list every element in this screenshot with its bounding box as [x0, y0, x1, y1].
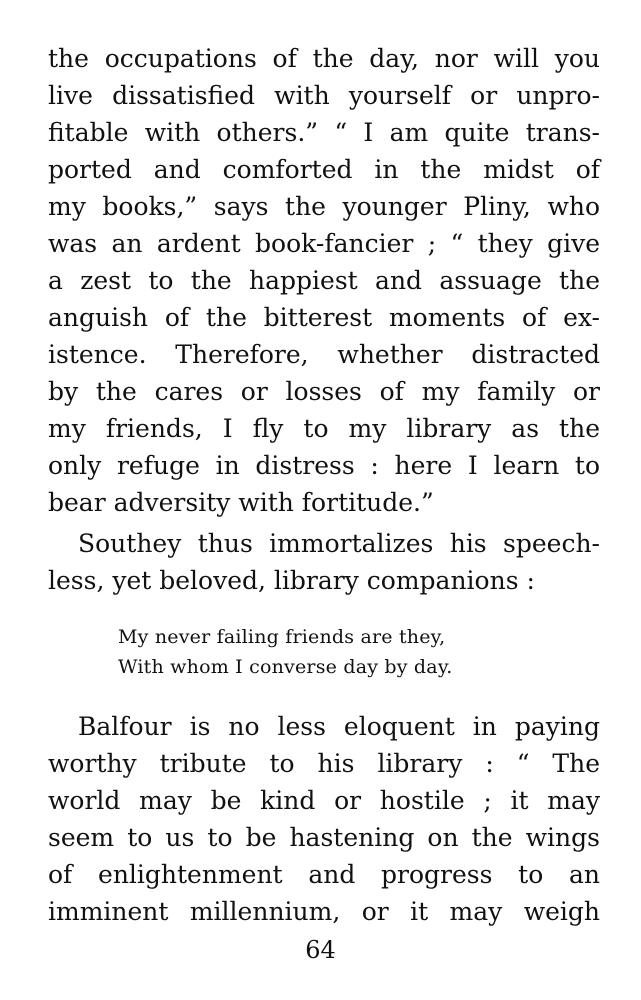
verse-line: With whom I converse day by day. [118, 656, 453, 678]
verse-line: My never failing friends are they, [118, 626, 446, 648]
text-line: worthy tribute to his library : “ The [48, 749, 600, 778]
text-line: world may be kind or hostile ; it may [48, 786, 600, 815]
text-line: Balfour is no less eloquent in paying [78, 712, 600, 741]
text-line: seem to us to be hastening on the wings [48, 823, 600, 852]
text-line: ported and comforted in the midst of [48, 155, 600, 184]
text-line: bear adversity with fortitude.” [48, 488, 434, 517]
text-line: less, yet beloved, library companions : [48, 566, 535, 595]
text-line: by the cares or losses of my family or [48, 377, 600, 406]
text-line: my friends, I fly to my library as the [48, 414, 600, 443]
text-line: only refuge in distress : here I learn to [48, 451, 600, 480]
text-line: a zest to the happiest and assuage the [48, 266, 600, 295]
text-line: of enlightenment and progress to an [48, 860, 600, 889]
text-line: fitable with others.” “ I am quite trans- [48, 118, 600, 147]
text-line: was an ardent book-fancier ; “ they give [48, 229, 600, 258]
text-line: istence. Therefore, whether distracted [48, 340, 600, 369]
text-line: Southey thus immortalizes his speech- [78, 529, 600, 558]
text-line: anguish of the bitterest moments of ex- [48, 303, 600, 332]
text-line: live dissatisfied with yourself or unpro- [48, 81, 600, 110]
text-line: the occupations of the day, nor will you [48, 44, 600, 73]
text-line: my books,” says the younger Pliny, who [48, 192, 600, 221]
text-line: imminent millennium, or it may weigh [48, 897, 600, 926]
page-number: 64 [305, 936, 336, 964]
